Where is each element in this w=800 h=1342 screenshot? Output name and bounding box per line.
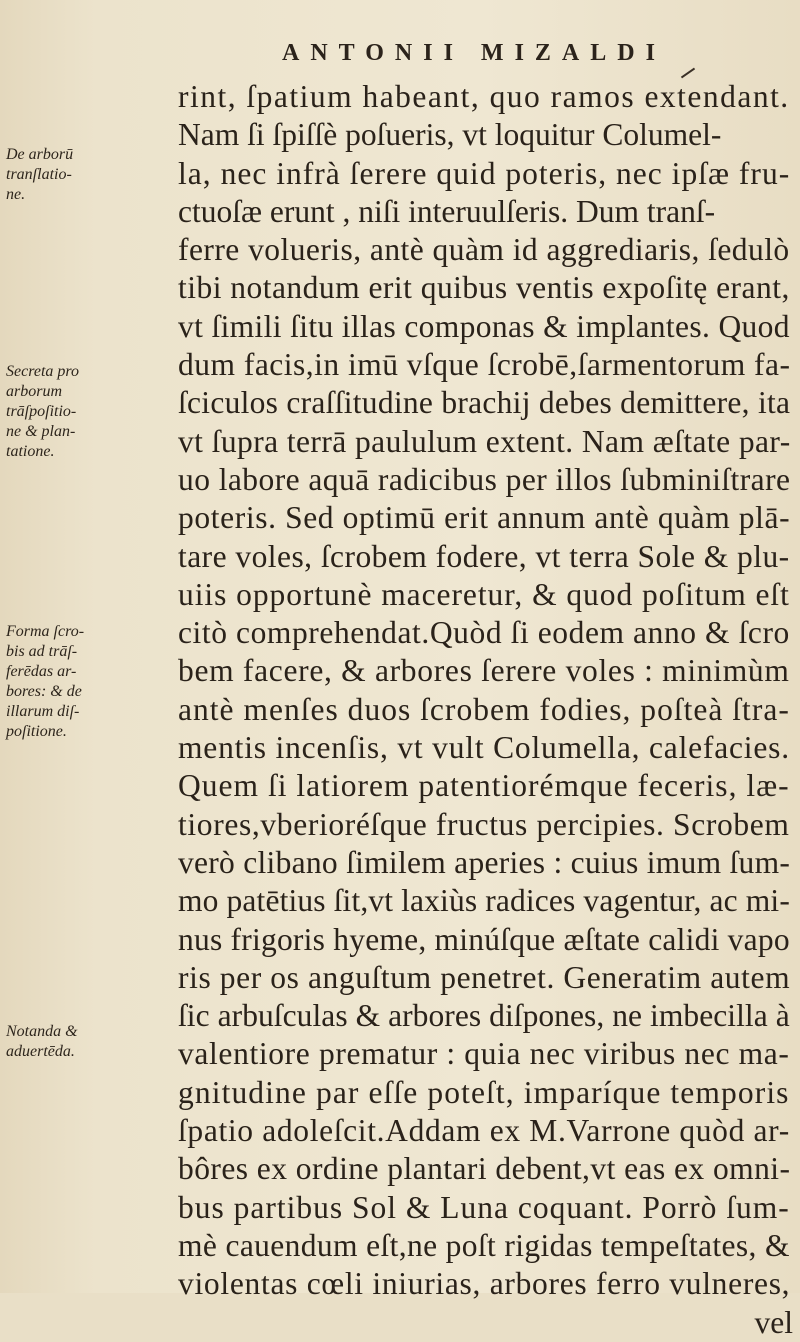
text-line: bem facere, & arbores ſerere voles : minimùm [178, 653, 790, 689]
text-line: vel [754, 1304, 793, 1340]
text-line: uo labore aquā radicibus per illos ſubminiſtrare [178, 461, 791, 497]
margin-note-line: aduertēda. [6, 1043, 75, 1060]
text-line: mè cauendum eſt,ne poſt rigidas tempeſtates, & [178, 1227, 790, 1263]
text-line: vt ſupra terrā paululum extent. Nam æſtate par- [178, 423, 791, 459]
text-line: ferre volueris, antè quàm id aggrediaris, ſedulò [178, 232, 790, 268]
text-line: gnitudine par eſſe poteſt, imparíque temporis [178, 1074, 790, 1110]
text-line: poteris. Sed optimū erit annum antè quàm plā- [178, 500, 791, 536]
text-line: valentiore prematur : quia nec viribus nec ma- [178, 1036, 790, 1072]
text-line: bôres ex ordine plantari debent,vt eas ex omni- [178, 1151, 791, 1187]
text-line: rint, ſpatium habeant, quo ramos extendant. [178, 79, 790, 114]
text-line: nus frigoris hyeme, minúſque æſtate calidi vapo [178, 921, 790, 957]
text-line: vt ſimili ſitu illas componas & implantes. Quod [178, 308, 790, 344]
main-text-block [178, 78, 793, 1342]
margin-note-line: ferēdas ar- [6, 663, 77, 680]
text-line: tiores,vberioréſque fructus percipies. Scrobem [178, 806, 790, 842]
text-line: Nam ſi ſpiſſè poſueris, vt loquitur Columel- [178, 117, 722, 153]
text-line: ris per os anguſtum penetret. Generatim autem [178, 959, 791, 995]
margin-note-line: bores: & de [6, 683, 82, 700]
text-line: verò clibano ſimilem aperies : cuius imum ſum- [178, 844, 791, 880]
text-line: Quem ſi latiorem patentiorémque feceris, læ- [178, 768, 790, 804]
text-line: mo patētius ſit,vt laxiùs radices vagentur, ac mi- [178, 883, 790, 919]
margin-note-line: Forma ſcro- [6, 623, 85, 640]
running-head: ANTONII MIZALDI [282, 40, 666, 66]
text-line: dum facis,in imū vſque ſcrobē,ſarmentorum fa- [178, 347, 791, 383]
margin-note-line: ne. [6, 186, 26, 203]
text-line: citò comprehendat.Quòd ſi eodem anno & ſcro [178, 615, 790, 651]
margin-note-line: Notanda & [6, 1023, 78, 1040]
margin-note-line: trāſpoſitio- [6, 403, 77, 420]
margin-note-secreta [6, 362, 176, 462]
text-line: ſciculos craſſitudine brachij debes demittere, ita [178, 385, 791, 421]
text-line: uiis opportunè maceretur, & quod poſitum eſt [178, 576, 790, 612]
text-line: ſpatio adoleſcit.Addam ex M.Varrone quòd ar- [178, 1113, 790, 1149]
text-line: violentas cœli iniurias, arbores ferro vulneres, [178, 1266, 791, 1302]
text-line: tare voles, ſcrobem fodere, vt terra Sole & plu- [178, 538, 790, 574]
margin-note-line: arborum [6, 383, 63, 400]
margin-note-line: Secreta pro [6, 363, 80, 380]
margin-note-line: tatione. [6, 443, 55, 460]
text-line: ctuoſæ erunt , niſi interuulſeris. Dum tranſ- [178, 193, 716, 229]
text-line: la, nec infrà ſerere quid poteris, nec ipſæ fru- [178, 155, 791, 191]
margin-note-notanda [6, 1022, 176, 1062]
margin-note-line: tranſlatio- [6, 166, 72, 183]
text-line: bus partibus Sol & Luna coquant. Porrò ſum- [178, 1189, 790, 1225]
margin-note-line: bis ad trāſ- [6, 643, 78, 660]
text-line: tibi notandum erit quibus ventis expoſitę erant, [178, 270, 790, 306]
margin-note-line: ne & plan- [6, 423, 76, 440]
margin-note-translatione [6, 145, 176, 205]
margin-note-forma-scrobis [6, 622, 176, 742]
text-line: antè menſes duos ſcrobem fodies, poſteà ſtra- [178, 691, 790, 727]
margin-note-line: poſitione. [6, 723, 67, 740]
margin-note-line: De arborū [6, 146, 74, 163]
text-line: mentis incenſis, vt vult Columella, calefacies. [178, 730, 790, 766]
margin-note-line: illarum diſ- [6, 703, 80, 720]
text-line: ſic arbuſculas & arbores diſpones, ne imbecilla à [178, 998, 790, 1034]
